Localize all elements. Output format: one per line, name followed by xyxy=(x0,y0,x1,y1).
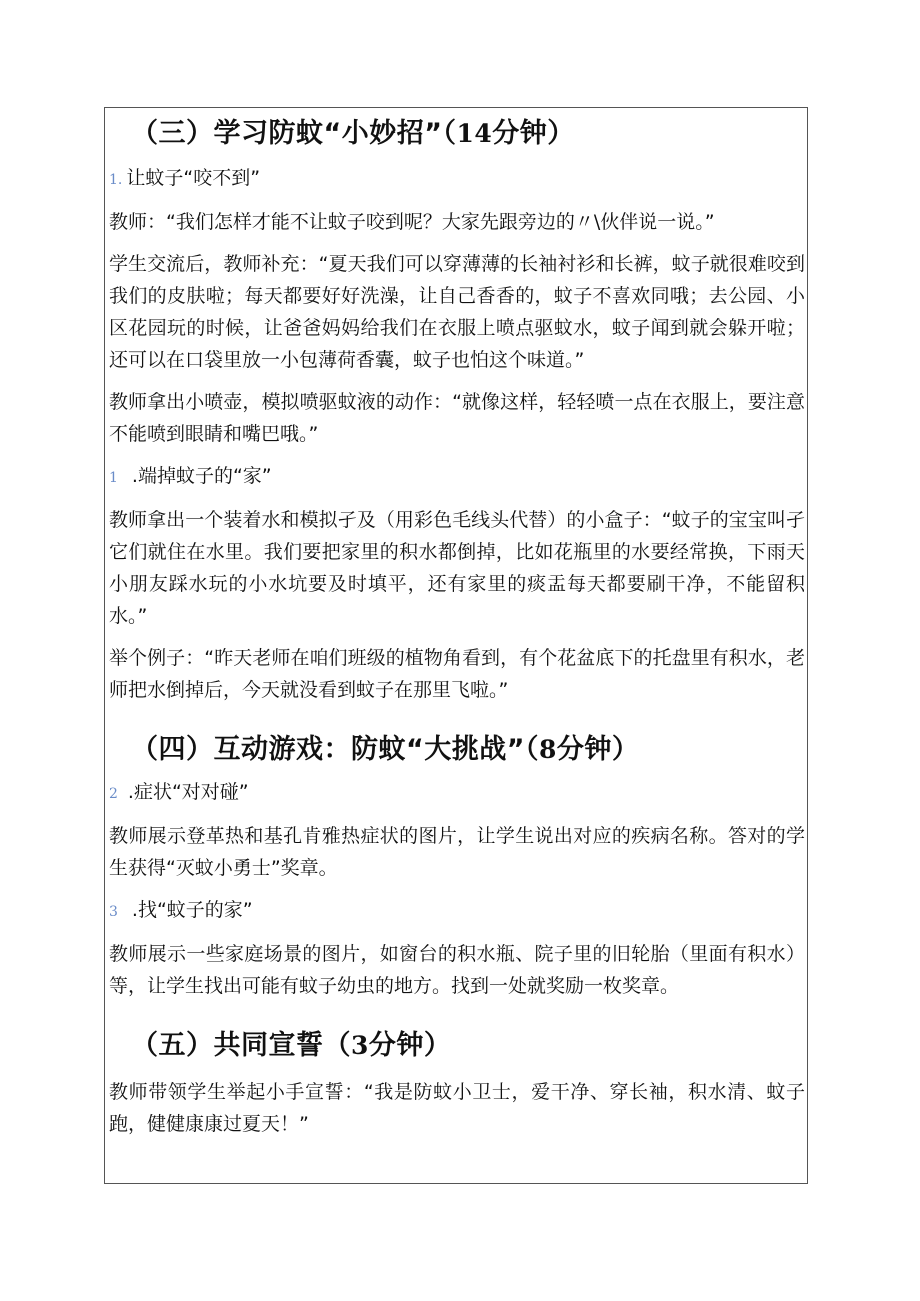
section3-item1 xyxy=(109,162,805,196)
section3-item2 xyxy=(109,460,805,494)
section4-minutes: 8 xyxy=(539,735,557,764)
section3-paragraph-5: 举个例子：“昨天老师在咱们班级的植物角看到，有个花盆底下的托盘里有积水，老师把水倒掉后，今天就没看到蚊子在那里飞啦。” xyxy=(109,647,805,701)
section3-heading xyxy=(109,116,805,152)
section5-title: （五）共同宣誓（ xyxy=(131,1030,351,1061)
section4-item2 xyxy=(109,894,805,928)
section3-paragraph-1: 教师：“我们怎样才能不让蚊子咬到呢？大家先跟旁边的〃\伙伴说一说。” xyxy=(109,211,715,233)
section4-item2-label: .找“蚊子的家” xyxy=(131,899,253,921)
section3-item1-label: 让蚊子“咬不到” xyxy=(126,167,261,189)
section4-item1 xyxy=(109,776,805,810)
section3-title: （三）学习防蚊“小妙招”（ xyxy=(131,118,457,149)
section5-heading xyxy=(109,1028,805,1064)
section5-title-end: 分钟） xyxy=(368,1030,452,1061)
section3-paragraph-2: 学生交流后，教师补充：“夏天我们可以穿薄薄的长袖衬衫和长裤，蚊子就很难咬到我们的皮肤啦；每天都要好好洗澡，让自己香香的，蚊子不喜欢同哦；去公园、小区花园玩的时候，让爸爸妈妈给我们在衣服上喷点驱蚊水，蚊子闻到就会躲开啦；还可以在口袋里放一小包薄荷香囊，蚊子也怕这个味道。” xyxy=(109,253,805,371)
section3-title-end: 分钟） xyxy=(492,118,575,149)
section4-title-end: 分钟） xyxy=(556,734,640,765)
section5-paragraph-1: 教师带领学生举起小手宣誓：“我是防蚊小卫士，爱干净、穿长袖，积水清、蚊子跑，健健康康过夏天！” xyxy=(109,1081,805,1135)
section4-title: （四）互动游戏：防蚊“大挑战”（ xyxy=(131,734,539,765)
section4-paragraph-1: 教师展示登革热和基孔肯雅热症状的图片，让学生说出对应的疾病名称。答对的学生获得“灭蚊小勇士”奖章。 xyxy=(109,825,805,879)
section3-paragraph-3: 教师拿出小喷壶，模拟喷驱蚊液的动作：“就像这样，轻轻喷一点在衣服上，要注意不能喷到眼睛和嘴巴哦。” xyxy=(109,391,805,445)
section4-item1-label: .症状“对对碰” xyxy=(127,781,249,803)
section5-minutes: 3 xyxy=(351,1031,369,1060)
section3-minutes: 14 xyxy=(456,119,493,148)
section3-item2-label: .端掉蚊子的“家” xyxy=(131,465,272,487)
section3-item2-index: 1 xyxy=(109,470,118,486)
section3-item1-index: 1. xyxy=(109,172,123,188)
document-frame xyxy=(104,107,808,1184)
document-content xyxy=(109,108,805,1140)
section4-paragraph-2: 教师展示一些家庭场景的图片，如窗台的积水瓶、院子里的旧轮胎（里面有积水）等，让学生找出可能有蚊子幼虫的地方。找到一处就奖励一枚奖章。 xyxy=(109,943,805,997)
section4-item1-index: 2 xyxy=(109,786,118,802)
section3-paragraph-4: 教师拿出一个装着水和模拟孑及（用彩色毛线头代替）的小盒子：“蚊子的宝宝叫孑它们就住在水里。我们要把家里的积水都倒掉，比如花瓶里的水要经常换，下雨天小朋友踩水玩的小水坑要及时填平，还有家里的痰盂每天都要刷干净，不能留积水。” xyxy=(109,509,805,627)
section4-item2-index: 3 xyxy=(109,904,118,920)
section4-heading xyxy=(109,732,805,768)
